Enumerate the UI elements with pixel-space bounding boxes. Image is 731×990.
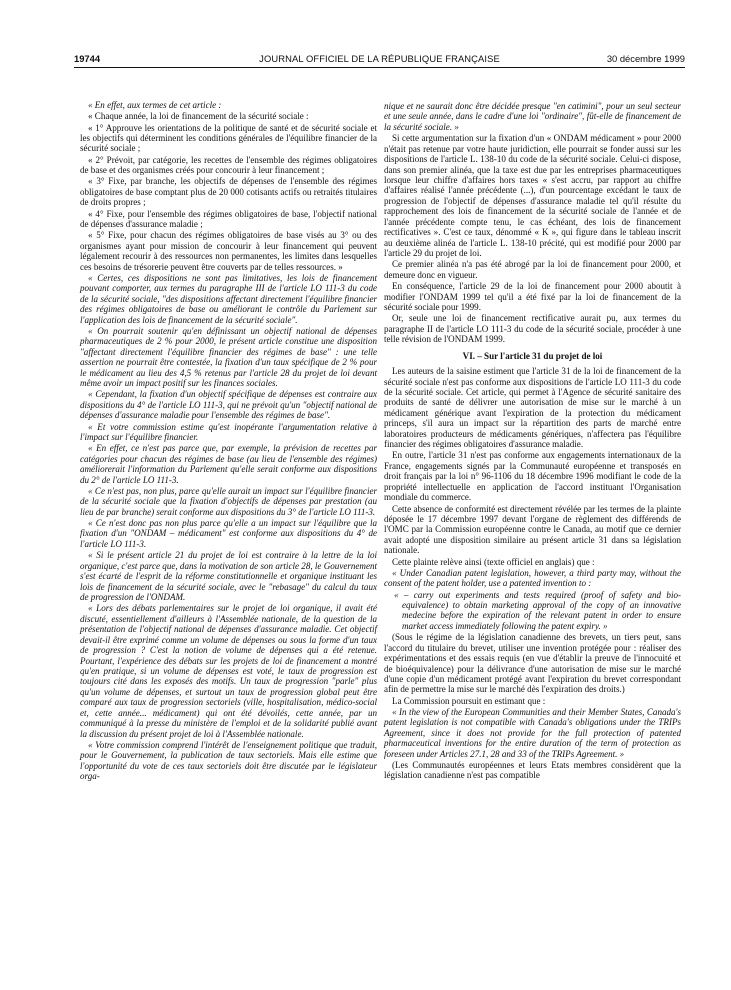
paragraph: « In the view of the European Communities and their Member States, Canada's patent legislation is not compatible with Canada's obligations under the TRIPs Agreement, since it does not provide for the full protection of patented pharmaceutical inventions for the entire duration of the term of protection as foreseen under Articles 27.1, 28 and 33 of the TRIPs Agreement. » [384,706,681,759]
paragraph: « 5° Fixe, pour chacun des régimes obligatoires de base visés au 3° ou des organismes ayant pour mission de concourir à leur financement qui peuvent légalement recourir à des ressources non permanentes, les limites dans lesquelles ces besoins de trésorerie peuvent être couverts par de telles ressources. » [80,230,377,272]
paragraph: « Cependant, la fixation d'un objectif spécifique de dépenses est contraire aux dispositions du 4° de l'article LO 111-3, qui ne prévoit qu'un "objectif national de dépenses d'assurance maladie pour l'ensemble des régimes de base". [80,389,377,421]
paragraph: Si cette argumentation sur la fixation d'un « ONDAM médicament » pour 2000 n'était pas retenue par votre haute juridiction, elle pourrait se fonder aussi sur les dispositions de l'article L. 138-10 du code de la sécurité sociale. Celui-ci dispose, dans son premier alinéa, que la taxe est due par les entreprises pharmaceutiques lorsque leur chiffre d'affaires hors taxes « s'est accru, par rapport au chiffre d'affaires réalisé l'année précédente (...), d'un pourcentage excédant le taux de progression de l'objectif de dépenses d'assurance maladie tel qu'il résulte du rapprochement des lois de financement de la sécurité sociale de l'année et de l'année précédente compte tenu, le cas échéant, des lois de financement rectificatives ». C'est ce taux, dénommé « K », qui figure dans le tableau inscrit au deuxième alinéa de l'article L. 138-10 précité, qui est modifié pour 2000 par l'article 29 du projet de loi. [384,133,681,259]
paragraph: « On pourrait soutenir qu'en définissant un objectif national de dépenses pharmaceutiques de 2 % pour 2000, le présent article constitue une disposition "affectant directement l'équilibre financier des régimes de base" : une telle assertion ne pourrait être contestée, la fixation d'un taux spécifique de 2 % pour le médicament au lieu des 4,5 % retenus par l'article 28 du projet de loi devant même avoir un impact positif sur les finances sociales. [80,325,377,389]
paragraph: Or, seule une loi de financement rectificative aurait pu, aux termes du paragraphe II de l'article LO 111-3 du code de la sécurité sociale, procéder à une telle révision de l'ONDAM 1999. [384,313,681,345]
page-number: 19744 [74,53,101,64]
paragraph: « 3° Fixe, par branche, les objectifs de dépenses de l'ensemble des régimes obligatoires de base comptant plus de 20 000 cotisants actifs ou retraités titulaires de droits propres ; [80,176,377,208]
paragraph: (Les Communautés européennes et leurs Etats membres considèrent que la législation canadienne n'est pas compatible [384,760,681,781]
left-column [80,100,377,783]
paragraph: (Sous le régime de la législation canadienne des brevets, un tiers peut, sans l'accord du titulaire du brevet, utiliser une invention protégée pour : réaliser des expérimentations et des essais requis (en vue d'établir la preuve de l'innocuité et de bioéquivalence) pour la délivrance d'une autorisation de mise sur le marché d'une copie d'un médicament protégé avant l'expiration du brevet correspondant afin de permettre la mise sur le marché dès l'expiration des droits.) [384,632,681,695]
header-rule [74,67,685,68]
block-quote: « – carry out experiments and tests required (proof of safety and bio-equivalence) to obtain marketing approval of the copy of an innovative medecine before the expiration of the relevant patent in order to ensure market access immediately following the patent expiry. » [394,589,681,631]
paragraph: « Lors des débats parlementaires sur le projet de loi organique, il avait été discuté, essentiellement d'ailleurs à l'Assemblée nationale, de la question de la présentation de l'objectif national de dépenses d'assurance maladie. Cet objectif devait-il être exprimé comme un volume de dépenses ou sous la forme d'un taux de progression ? C'est la notion de volume de dépenses qui a été retenue. Pourtant, l'expérience des débats sur les projets de loi de financement a montré qu'en pratique, si un volume de dépenses est voté, le taux de progression est toujours cité dans les exposés des motifs. Un taux de progression "parle" plus qu'un volume de dépenses, et surtout un taux de progression global peut être comparé aux taux de progression sectoriels (ville, hospitalisation, médico-social et, cette année... médicament) qui ont été dévoilés, cette année, par un communiqué à la presse du ministère de l'emploi et de la solidarité publié avant la discussion du présent projet de loi à l'Assemblée nationale. [80,603,377,739]
paragraph: Ce premier alinéa n'a pas été abrogé par la loi de financement pour 2000, et demeure donc en vigueur. [384,259,681,280]
paragraph: « Votre commission comprend l'intérêt de l'enseignement politique que traduit, pour le Gouvernement, la publication de taux sectoriels. Mais elle estime que l'opportunité du vote de ces taux sectoriels doit être discutée par le législateur orga- [80,739,377,782]
paragraph: Cette plainte relève ainsi (texte officiel en anglais) que : [392,556,595,567]
paragraph: « En effet, aux termes de cet article : [88,100,222,110]
paragraph: « En effet, ce n'est pas parce que, par exemple, la prévision de recettes par catégories pour chacun des régimes de base (au lieu de l'ensemble des régimes) améliorerait l'information du Parlement qu'elle serait conforme aux dispositions du 2° de l'article LO 111-3. [80,443,377,485]
paragraph: « Chaque année, la loi de financement de la sécurité sociale : [88,111,309,122]
paragraph: « Ce n'est donc pas non plus parce qu'elle a un impact sur l'équilibre que la fixation d'un "ONDAM – médicament" est conforme aux dispositions du 4° de l'article LO 111-3. [80,518,377,549]
paragraph: En outre, l'article 31 n'est pas conforme aux engagements internationaux de la France, engagements signés par la Communauté européenne et transposés en droit français par la loi n° 96-1106 du 18 décembre 1996 modifiant le code de la propriété intellectuelle en application de l'accord instituant l'Organisation mondiale du commerce. [384,450,681,503]
paragraph: Les auteurs de la saisine estiment que l'article 31 de la loi de financement de la sécurité sociale n'est pas conforme aux dispositions de l'article LO 111-3 du code de la sécurité sociale. Cet article, qui permet à l'Agence de sécurité sanitaire des produits de santé de délivrer une autorisation de mise sur le marché à un médicament générique avant l'expiration de la protection du médicament princeps, s'il aura un impact sur la répartition des parts de marché entre laboratoires producteurs de médicaments génériques, n'affectera pas l'équilibre financier des régimes obligatoires d'assurance maladie. [384,366,681,450]
journal-title: JOURNAL OFFICIEL DE LA RÉPUBLIQUE FRANÇAISE [259,53,500,64]
paragraph: « Ce n'est pas, non plus, parce qu'elle aurait un impact sur l'équilibre financier de la sécurité sociale que la fixation d'objectifs de dépenses par prestation (au lieu de par branche) serait conforme aux dispositions du 3° de l'article LO 111-3. [80,485,377,517]
paragraph: « 2° Prévoit, par catégorie, les recettes de l'ensemble des régimes obligatoires de base et des organismes créés pour concourir à leur financement ; [80,154,377,176]
issue-date: 30 décembre 1999 [606,53,685,64]
paragraph: Cette absence de conformité est directement révélée par les termes de la plainte déposée le 17 décembre 1997 devant l'organe de règlement des différends de l'OMC par la Commission européenne contre le Canada, au motif que ce dernier avait adopté une disposition similaire au présent article 31 dans sa législation nationale. [384,503,681,556]
right-column [384,101,681,782]
section-heading: VI. – Sur l'article 31 du projet de loi [462,350,603,361]
paragraph: « 4° Fixe, pour l'ensemble des régimes obligatoires de base, l'objectif national de dépenses d'assurance maladie ; [80,208,377,229]
paragraph: « Et votre commission estime qu'est inopérante l'argumentation relative à l'impact sur l'équilibre financier. [80,421,377,443]
page-header [74,53,685,67]
paragraph: « Under Canadian patent legislation, however, a third party may, without the consent of the patent holder, use a patented invention to : [384,567,681,589]
paragraph: nique et ne saurait donc être décidée presque "en catimini", pour un seul secteur et une seule année, dans le cadre d'une loi "ordinaire", fût-elle de financement de la sécurité sociale. » [384,101,681,132]
paragraph: En conséquence, l'article 29 de la loi de financement pour 2000 aboutit à modifier l'ONDAM 1999 tel qu'il a été fixé par la loi de financement de la sécurité sociale pour 1999. [384,281,681,312]
paragraph: « Si le présent article 21 du projet de loi est contraire à la lettre de la loi organique, c'est parce que, dans la motivation de son article 28, le Gouvernement s'est écarté de l'esprit de la réforme constitutionnelle et organique instituant les lois de financement de la sécurité sociale, avec le "rebasage" du calcul du taux de progression de l'ONDAM. [80,550,377,602]
paragraph: « 1° Approuve les orientations de la politique de santé et de sécurité sociale et les objectifs qui déterminent les conditions générales de l'équilibre financier de la sécurité sociale ; [80,122,377,154]
paragraph: « Certes, ces dispositions ne sont pas limitatives, les lois de financement pouvant comporter, aux termes du paragraphe III de l'article LO 111-3 du code de la sécurité sociale, "des dispositions affectant directement l'équilibre financier des régimes obligatoires de base ou améliorant le contrôle du Parlement sur l'application des lois de financement de la sécurité sociale". [80,272,377,325]
paragraph: La Commission poursuit en estimant que : [392,695,546,706]
